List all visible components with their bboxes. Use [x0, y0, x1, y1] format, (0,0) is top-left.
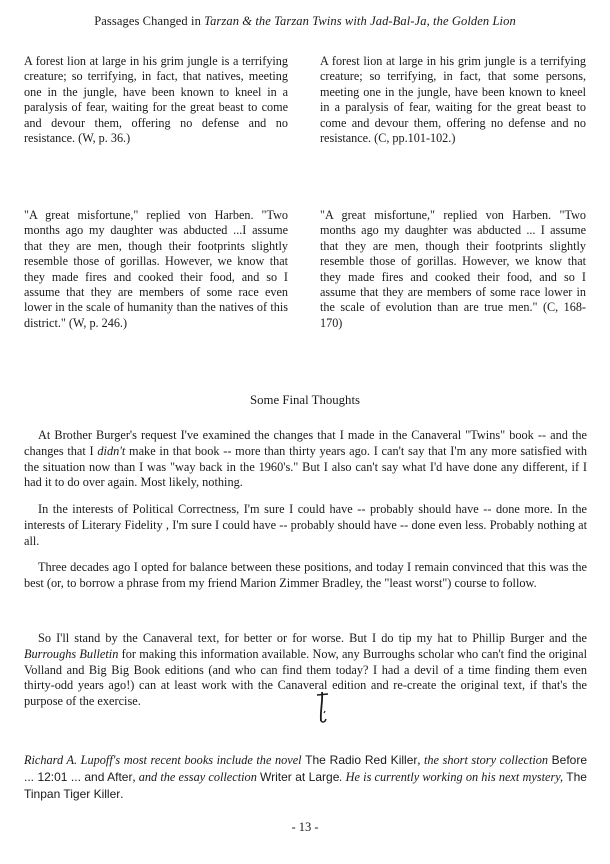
bio-book-title-1: The Radio Red Killer	[305, 753, 418, 767]
running-header	[0, 14, 610, 29]
paragraph-1	[24, 428, 587, 491]
bio-end: .	[120, 787, 124, 801]
section-heading: Some Final Thoughts	[250, 393, 360, 407]
passage-w-lion: A forest lion at large in his grim jungle is a terrifying creature; so terrifying, in fact, that natives, meeting one in the jungle, have been known to kneel in a paralysis of fear, waiting for the great beast to come and devour them, offering no defense and no resistance. (W, p. 36.)	[24, 54, 288, 146]
bio-book-title-4: The Tinpan Tiger Killer	[24, 770, 587, 801]
paragraph-2: In the interests of Political Correctness, I'm sure I could have -- probably should have -- done more. In the interests of Literary Fidelity , I'm sure I could have -- probably should have -- done even less. Probably nothing at all.	[24, 502, 587, 548]
page-number: - 13 -	[291, 820, 319, 834]
bio-text-3: . He is currently working on his next mystery,	[339, 770, 567, 784]
paragraph-1-text-b: make in that book -- more than thirty years ago. I can't say that I'm any more satisfied with the situation now than I was "way back in the 1960's." But I also can't say what I'd have done any different, if I had it to do over again. Most likely, nothing.	[24, 443, 587, 490]
paragraph-4	[24, 631, 587, 710]
handwritten-signature-mark	[313, 689, 333, 729]
paragraph-3: Three decades ago I opted for balance between these positions, and today I remain convinced that this was the best (or, to borrow a phrase from my friend Marion Zimmer Bradley, the "least worst") course to follow.	[24, 560, 587, 590]
header-prefix: Passages Changed in	[94, 14, 205, 28]
author-bio	[24, 752, 587, 803]
bio-intro: Richard A. Lupoff's most recent books include the novel	[24, 753, 306, 767]
header-book-title: Tarzan & the Tarzan Twins with Jad-Bal-Ja, the Golden Lion	[204, 14, 516, 28]
paragraph-1-text-a: At Brother Burger's request I've examined the changes that I made in the Canaveral "Twins" book -- and the changes that I	[24, 428, 587, 458]
paragraph-1-emphasis: didn't	[97, 443, 126, 458]
paragraph-4-text-a: So I'll stand by the Canaveral text, for better or for worse. But I do tip my hat to Phillip Burger and the	[38, 631, 587, 645]
passage-c-harben: "A great misfortune," replied von Harben. "Two months ago my daughter was abducted ... I assume that they are men, though their footprints slightly resemble those of gorillas. However, we know that they made fires and cooked their food, and so I assume that they are members of some race lower in the scale of evolution than are true men." (C, 168-170)	[320, 208, 586, 330]
paragraph-4-text-b: for making this information available. Now, any Burroughs scholar who can't find the original Volland and Big Big Book editions (and who can find them today? I had a devil of a time finding them even thirty-odd years ago!) can at least work with the Canaveral edition and re-create the original text, if that's the purpose of the exercise.	[24, 646, 587, 709]
paragraph-4-emphasis: Burroughs Bulletin	[24, 646, 119, 661]
bio-text-1: , the short story collection	[417, 753, 552, 767]
passage-c-lion: A forest lion at large in his grim jungle is a terrifying creature; so terrifying, in fact, that some persons, meeting one in the jungle, have been known to kneel in a paralysis of fear, waiting for the great beast to come and devour them, offering no defense and no resistance. (C, pp.101-102.)	[320, 54, 586, 146]
bio-text-2: , and the essay collection	[132, 770, 261, 784]
bio-book-title-3: Writer at Large	[260, 770, 340, 784]
bio-book-title-2: Before ... 12:01 ... and After	[24, 753, 587, 784]
passage-w-harben: "A great misfortune," replied von Harben. "Two months ago my daughter was abducted ...I assume that they are men, though their footprints slightly resemble those of gorillas. However, we know that they made fires and cooked their food, and so I assume that they are members of some race even lower in the scale of humanity than the natives of this district." (W, p. 246.)	[24, 208, 288, 330]
